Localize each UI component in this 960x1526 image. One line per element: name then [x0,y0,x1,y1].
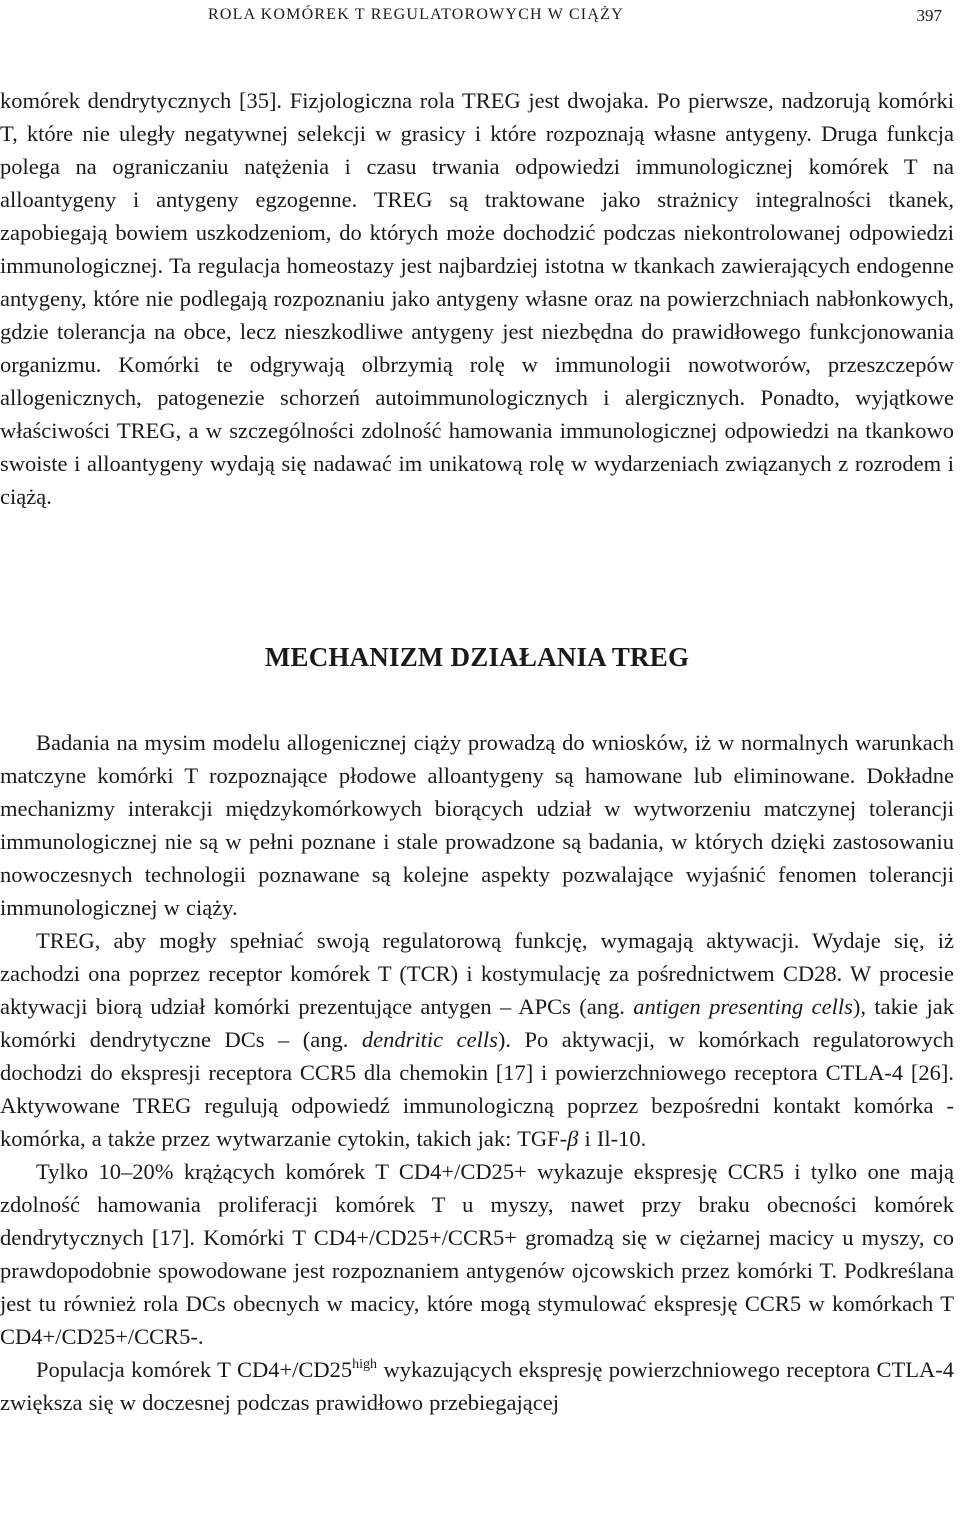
paragraph-2-text-a: TREG, aby mogły spełniać swoją regulatorową funkcję, wymagają aktywacji. Wydaje się, iż zachodzi ona poprzez receptor komórek T (TCR) i kostymulację za pośrednictwem CD28. W procesie aktywacji biorą udział komórki prezentujące antygen – APCs (ang. [0,928,954,1019]
paragraph-2-text-b: ), takie jak komórki dendrytyczne DCs – (ang. [0,994,954,1052]
paragraph-3: Tylko 10–20% krążących komórek T CD4+/CD25+ wykazuje ekspresję CCR5 i tylko one mają zdolność hamowania proliferacji komórek T u myszy, nawet przy braku obecności komórek dendrytycznych [17]. Komórki T CD4+/CD25+/CCR5+ gromadzą się w ciężarnej macicy u myszy, co prawdopodobnie spowodowane jest rozpoznaniem antygenów ojcowskich przez komórki T. Podkreślana jest tu również rola DCs obecnych w macicy, które mogą stymulować ekspresję CCR5 w komórkach T CD4+/CD25+/CCR5-. [0,1159,954,1349]
section-heading: MECHANIZM DZIAŁANIA TREG [264,642,690,672]
paragraph-2-italic-2: dendritic cells [361,1027,498,1052]
intro-text-block [0,84,954,513]
section-text-block [0,726,954,1419]
paragraph-4-text-a: Populacja komórek T CD4+/CD25 [36,1357,353,1382]
paragraph-4 [0,1353,954,1419]
paragraph-2-text-c: ). Po aktywacji, w komórkach regulatorowych dochodzi do ekspresji receptora CCR5 dla chemokin [17] i powierzchniowego receptora CTLA-4 [26]. Aktywowane TREG regulują odpowiedź immunologiczną poprzez bezpośredni kontakt komórka - komórka, a także przez wytwarzanie cytokin, takich jak: TGF- [0,1027,955,1151]
intro-paragraph: komórek dendrytycznych [35]. Fizjologiczna rola TREG jest dwojaka. Po pierwsze, nadzorują komórki T, które nie uległy negatywnej selekcji w grasicy i które rozpoznają własne antygeny. Druga funkcja polega na ograniczaniu natężenia i czasu trwania odpowiedzi immunologicznej komórek T na alloantygeny i antygeny egzogenne. TREG są traktowane jako strażnicy integralności tkanek, zapobiegają bowiem uszkodzeniom, do których może dochodzić podczas niekontrolowanej odpowiedzi immunologicznej. Ta regulacja homeostazy jest najbardziej istotna w tkankach zawierających endogenne antygeny, które nie podlegają rozpoznaniu jako antygeny własne oraz na powierzchniach nabłonkowych, gdzie tolerancja na obce, lecz nieszkodliwe antygeny jest niezbędna do prawidłowego funkcjonowania organizmu. Komórki te odgrywają olbrzymią rolę w immunologii nowotworów, przeszczepów allogenicznych, patogenezie schorzeń autoimmunologicznych i alergicznych. Ponadto, wyjątkowe właściwości TREG, a w szczególności zdolność hamowania immunologicznej odpowiedzi na tkankowo swoiste i alloantygeny wydają się nadawać im unikatową rolę w wydarzeniach związanych z rozrodem i ciążą. [0,88,954,509]
running-title: ROLA KOMÓREK T REGULATOROWYCH W CIĄŻY [208,6,624,23]
paragraph-2-text-d: i Il-10. [578,1126,647,1151]
paragraph-1: Badania na mysim modelu allogenicznej ciąży prowadzą do wniosków, iż w normalnych warunkach matczyne komórki T rozpoznające płodowe alloantygeny są hamowane lub eliminowane. Dokładne mechanizmy interakcji międzykomórkowych biorących udział w wytworzeniu matczynej tolerancji immunologicznej nie są w pełni poznane i stale prowadzone są badania, w których dzięki zastosowaniu nowoczesnych technologii poznawane są kolejne aspekty pozwalające wyjaśnić fenomen tolerancji immunologicznej w ciąży. [0,730,954,920]
paragraph-2-italic-1: antigen presenting cells [633,994,853,1019]
paragraph-4-text-b: wykazujących ekspresję powierzchniowego receptora CTLA-4 zwiększa się w doczesnej podczas prawidłowo przebiegającej [0,1357,954,1415]
page-number: 397 [916,6,942,25]
superscript-high: high [352,1357,378,1372]
paragraph-2 [0,924,954,1155]
beta-symbol: β [567,1126,579,1151]
running-header [0,6,960,28]
